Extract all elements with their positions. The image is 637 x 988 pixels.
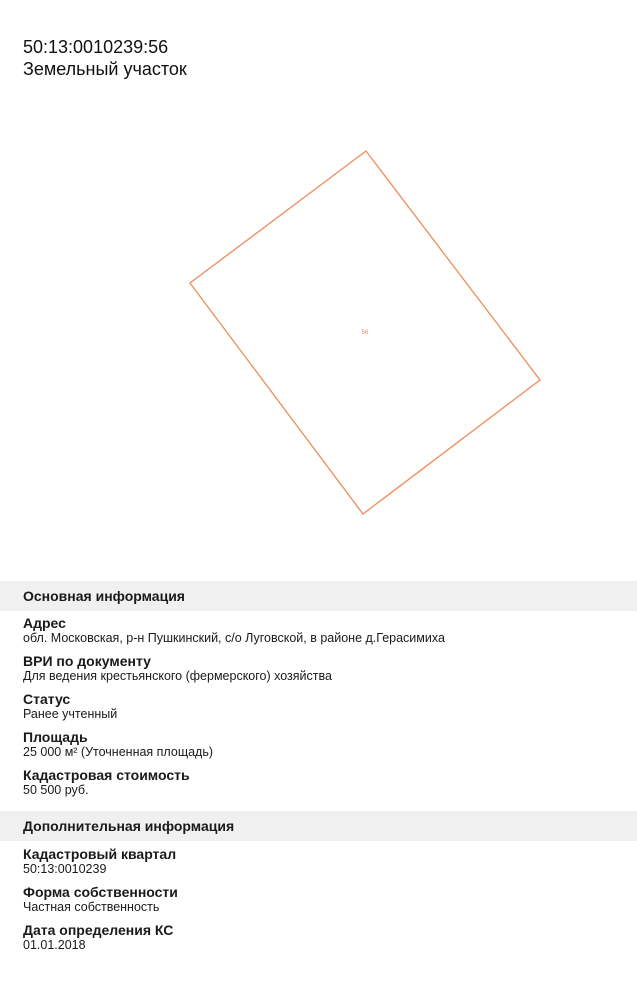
field-value: Для ведения крестьянского (фермерского) хозяйства [23,669,332,683]
extra-info-fields [23,846,623,960]
field-status [23,691,623,722]
field-area [23,729,623,760]
object-type: Земельный участок [23,59,187,79]
field-permitted-use [23,653,623,684]
parcel-label: 56 [361,330,369,336]
field-label: Кадастровая стоимость [23,767,190,783]
cadastral-number: 50:13:0010239:56 [23,37,169,57]
field-value: 50 500 руб. [23,783,89,797]
header [23,36,187,80]
field-label: Адрес [23,615,66,631]
field-cadastral-quarter [23,846,623,877]
field-value: 01.01.2018 [23,938,86,952]
field-label: Форма собственности [23,884,178,900]
field-value: 25 000 м² (Уточненная площадь) [23,745,214,759]
extra-info-header: Дополнительная информация [0,811,637,841]
main-info-fields [23,615,623,805]
field-label: Дата определения КС [23,922,174,938]
field-label: ВРИ по документу [23,653,151,669]
field-ownership-form [23,884,623,915]
field-cadastral-value [23,767,623,798]
field-value: обл. Московская, р-н Пушкинский, с/о Луговской, в районе д.Герасимиха [23,631,445,645]
main-info-header: Основная информация [0,581,637,611]
field-label: Статус [23,691,71,707]
field-value: 50:13:0010239 [23,862,107,876]
field-address [23,615,623,646]
parcel-map [0,120,637,540]
field-label: Площадь [23,729,88,745]
field-value: Ранее учтенный [23,707,118,721]
field-label: Кадастровый квартал [23,846,177,862]
field-value: Частная собственность [23,900,160,914]
field-valuation-date [23,922,623,953]
